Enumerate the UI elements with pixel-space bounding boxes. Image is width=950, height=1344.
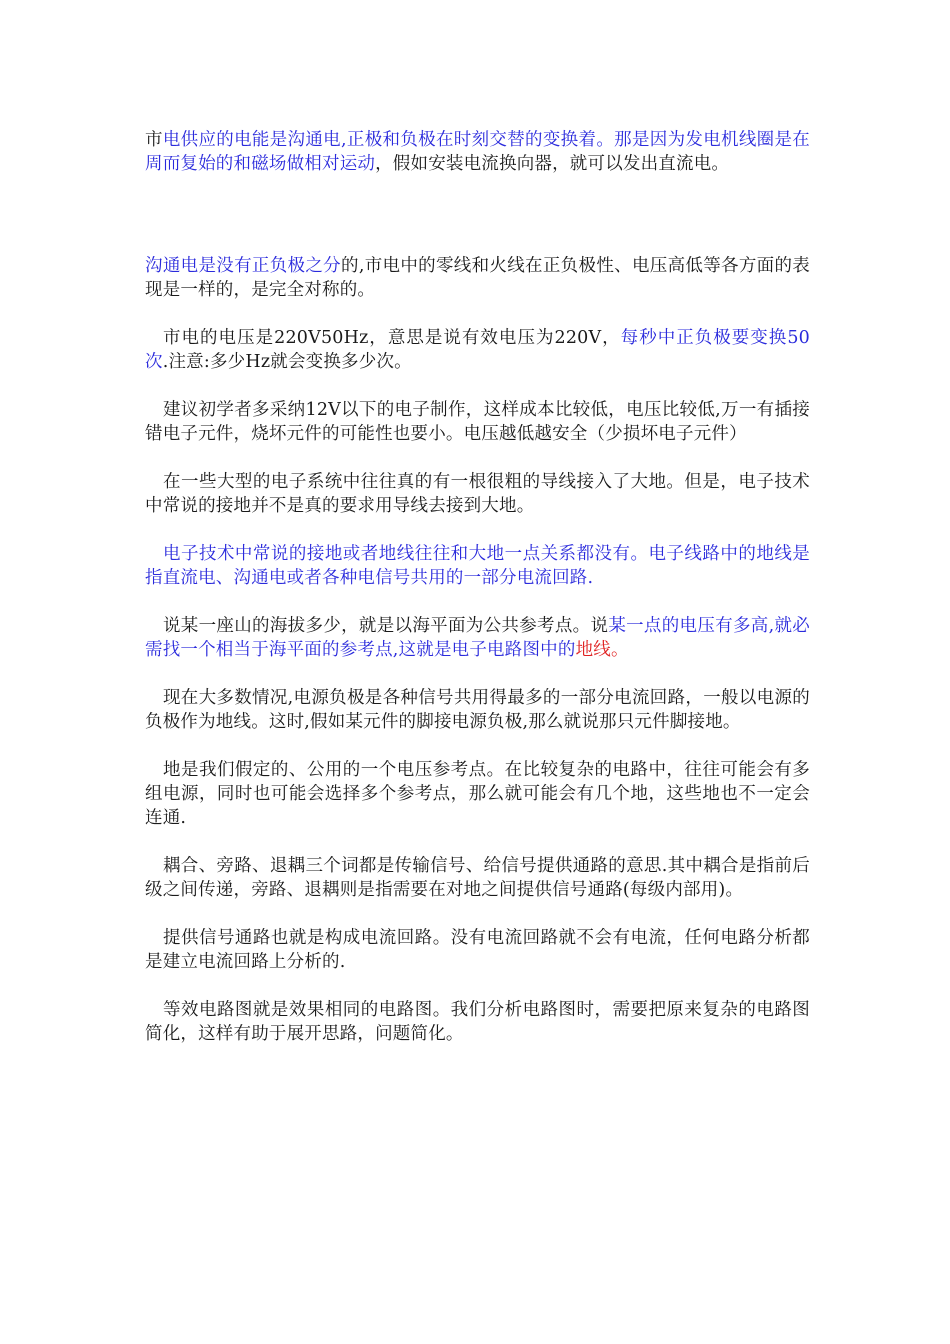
paragraph-3 (145, 326, 810, 374)
paragraph-2 (145, 254, 810, 302)
text-segment: ，假如安装电流换向器，就可以发出直流电。 (375, 154, 730, 174)
paragraph-11 (145, 926, 810, 974)
text-segment: 提供信号通路也就是构成电流回路。没有电流回路就不会有电流，任何电路分析都是建立电流回路上分析的. (145, 928, 810, 972)
text-segment: 市 (145, 130, 163, 150)
text-segment: 说某一座山的海拔多少，就是以海平面为公共参考点。说 (163, 616, 609, 636)
highlight-text: 每秒中正负极要变换50次 (145, 328, 810, 372)
text-segment: 现在大多数情况,电源负极是各种信号共用得最多的一部分电流回路，一般以电源的负极作为地线。这时,假如某元件的脚接电源负极,那么就说那只元件脚接地。 (145, 688, 810, 732)
text-segment: .注意:多少Hz就会变换多少次。 (162, 352, 412, 372)
highlight-text: 沟通电是没有正负极之分 (145, 256, 341, 276)
text-segment: 建议初学者多采纳12V以下的电子制作，这样成本比较低，电压比较低,万一有插接错电子元件，烧坏元件的可能性也要小。电压越低越安全（少损坏电子元件） (145, 400, 810, 444)
highlight-text: 某一点的电压有多高,就必需找一个相当于海平面的参考点,这就是电子电路图中的 (145, 616, 811, 660)
emphasis-text: 地线 (575, 640, 611, 660)
paragraph-10 (145, 854, 810, 902)
highlight-text: 电供应的电能是沟通电,正极和负极在时刻交替的变换着。那是因为发电机线圈是在周而复始的和磁场做相对运动 (145, 130, 810, 174)
paragraph-1 (145, 128, 810, 176)
paragraph-6 (145, 542, 810, 590)
paragraph-9 (145, 758, 810, 830)
text-segment: 在一些大型的电子系统中往往真的有一根很粗的导线接入了大地。但是，电子技术中常说的接地并不是真的要求用导线去接到大地。 (145, 472, 810, 516)
highlight-text: 电子技术中常说的接地或者地线往往和大地一点关系都没有。电子线路中的地线是指直流电、沟通电或者各种电信号共用的一部分电流回路. (145, 544, 810, 588)
text-segment: 市电的电压是220V50Hz，意思是说有效电压为220V， (163, 328, 621, 348)
paragraph-7 (145, 614, 810, 662)
paragraph-8 (145, 686, 810, 734)
paragraph-5 (145, 470, 810, 518)
text-segment: 等效电路图就是效果相同的电路图。我们分析电路图时，需要把原来复杂的电路图简化，这样有助于展开思路，问题简化。 (145, 1000, 810, 1044)
paragraph-4 (145, 398, 810, 446)
text-segment: 的,市电中的零线和火线在正负极性、电压高低等各方面的表现是一样的，是完全对称的。 (145, 256, 811, 300)
document-body (145, 128, 810, 1046)
text-segment: 耦合、旁路、退耦三个词都是传输信号、给信号提供通路的意思.其中耦合是指前后级之间传递，旁路、退耦则是指需要在对地之间提供信号通路(每级内部用)。 (145, 856, 810, 900)
highlight-text: 。 (610, 640, 629, 660)
text-segment: 地是我们假定的、公用的一个电压参考点。在比较复杂的电路中，往往可能会有多组电源，同时也可能会选择多个参考点，那么就可能会有几个地，这些地也不一定会连通. (145, 760, 810, 828)
paragraph-12 (145, 998, 810, 1046)
